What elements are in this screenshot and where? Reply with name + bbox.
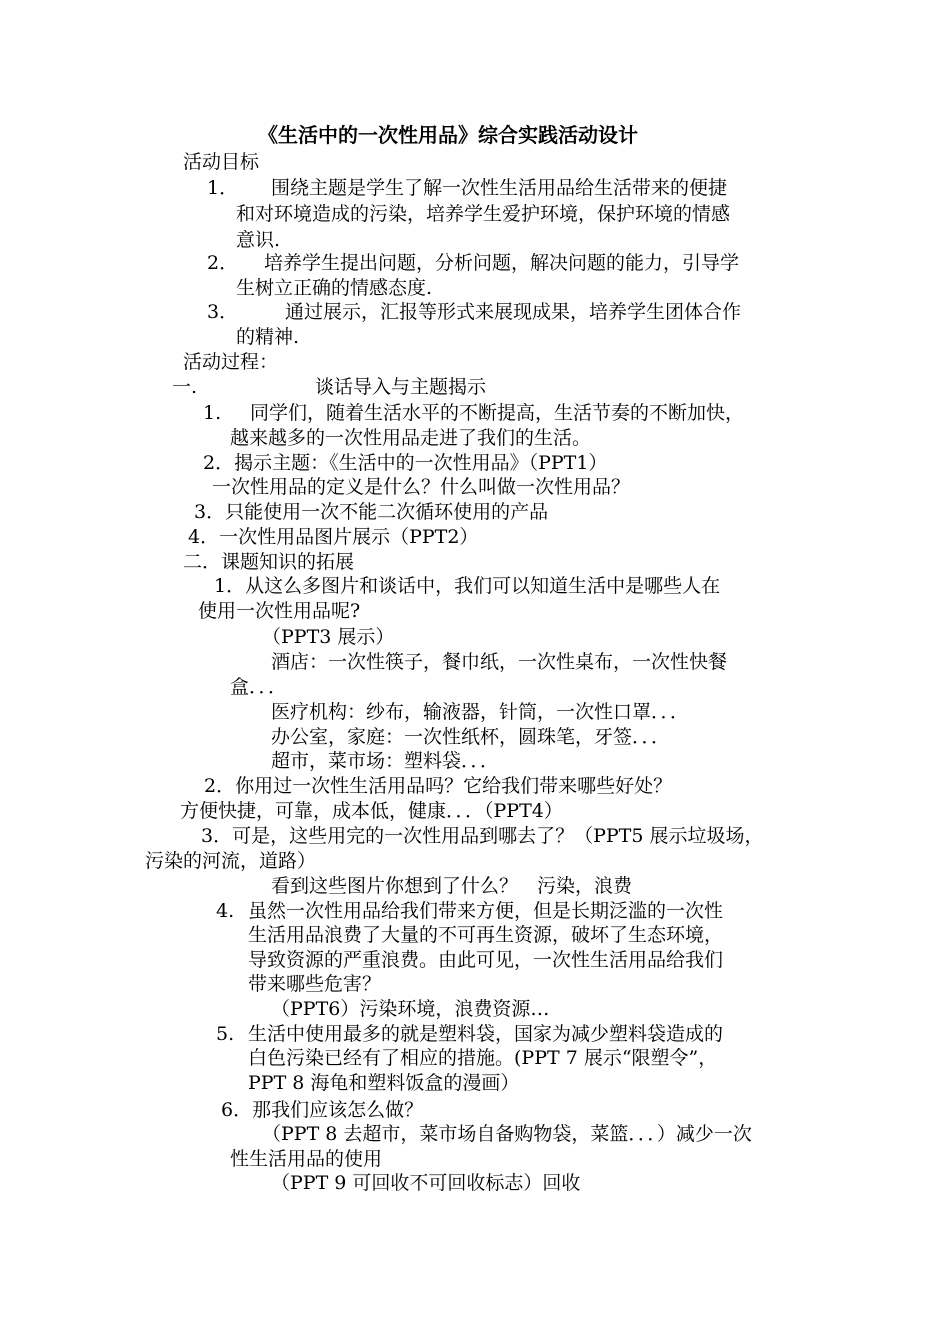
goal-1-line-3: 意识. bbox=[236, 229, 281, 251]
s2-item-4-num: 4. bbox=[216, 900, 235, 922]
goal-1-line-1: 围绕主题是学生了解一次性生活用品给生活带来的便捷 bbox=[271, 177, 728, 199]
s1-item-1-num: 1. bbox=[203, 402, 222, 424]
s2-hotel-line-1: 酒店：一次性筷子，餐巾纸，一次性桌布，一次性快餐 bbox=[271, 651, 728, 673]
s2-item-4-line-2: 生活用品浪费了大量的不可再生资源，破坏了生态环境， bbox=[248, 924, 724, 946]
s2-item-3-line-2: 污染的河流，道路） bbox=[145, 850, 317, 872]
s1-item-2: 2．揭示主题：《生活中的一次性用品》（PPT1） bbox=[203, 452, 608, 474]
s2-ppt8-line-2: 性生活用品的使用 bbox=[230, 1148, 383, 1170]
s2-ppt9: （PPT 9 可回收不可回收标志）回收 bbox=[271, 1172, 581, 1194]
s2-item-5-line-1: 生活中使用最多的就是塑料袋，国家为减少塑料袋造成的 bbox=[248, 1023, 724, 1045]
section-1-title: 谈话导入与主题揭示 bbox=[315, 376, 487, 398]
goal-2-line-1: 培养学生提出问题，分析问题，解决问题的能力，引导学 bbox=[264, 252, 740, 274]
goal-1-line-2: 和对环境造成的污染，培养学生爱护环境，保护环境的情感 bbox=[236, 203, 731, 225]
s2-item-6: 6．那我们应该怎么做？ bbox=[221, 1099, 424, 1121]
section-2-title: 二．课题知识的拓展 bbox=[183, 551, 355, 573]
s2-benefits: 方便快捷，可靠，成本低，健康．．．（PPT4） bbox=[180, 800, 563, 822]
goal-1-num: 1． bbox=[207, 177, 239, 199]
goal-3-num: 3． bbox=[207, 301, 239, 323]
section-1-num: 一. bbox=[172, 376, 198, 398]
s1-question: 一次性用品的定义是什么？什么叫做一次性用品？ bbox=[212, 476, 631, 498]
s1-item-1-line-2: 越来越多的一次性用品走进了我们的生活。 bbox=[230, 427, 592, 449]
s2-see-line: 看到这些图片你想到了什么？ 污染，浪费 bbox=[271, 875, 633, 897]
s2-item-4-line-4: 带来哪些危害？ bbox=[248, 973, 382, 995]
s2-item-4-line-3: 导致资源的严重浪费。由此可见，一次性生活用品给我们 bbox=[248, 949, 724, 971]
s2-item-3-line-1: 3．可是，这些用完的一次性用品到哪去了？（PPT5 展示垃圾场， bbox=[201, 825, 764, 847]
goal-2-num: 2． bbox=[207, 252, 239, 274]
goal-3-line-1: 通过展示，汇报等形式来展现成果，培养学生团体合作 bbox=[285, 301, 742, 323]
s2-item-1-line-2: 使用一次性用品呢? bbox=[198, 600, 361, 622]
s2-item-1-line-1: 1．从这么多图片和谈话中，我们可以知道生活中是哪些人在 bbox=[214, 575, 721, 597]
s2-ppt3: （PPT3 展示） bbox=[262, 626, 395, 648]
s2-ppt8-line-1: （PPT 8 去超市，菜市场自备购物袋，菜篮．．．）减少一次 bbox=[262, 1123, 752, 1145]
s1-item-3: 3．只能使用一次不能二次循环使用的产品 bbox=[194, 501, 549, 523]
goal-2-line-2: 生树立正确的情感态度. bbox=[236, 277, 433, 299]
s2-item-5-num: 5. bbox=[216, 1023, 235, 1045]
s2-office: 办公室，家庭：一次性纸杯，圆珠笔，牙签．．． bbox=[271, 726, 671, 748]
s2-item-2: 2．你用过一次性生活用品吗？它给我们带来哪些好处？ bbox=[204, 775, 673, 797]
s2-item-5-line-3: PPT 8 海龟和塑料饭盒的漫画） bbox=[248, 1072, 520, 1094]
s2-hotel-line-2: 盒．．． bbox=[230, 676, 288, 698]
s2-market: 超市，菜市场：塑料袋．．． bbox=[271, 750, 500, 772]
s2-item-5-line-2: 白色污染已经有了相应的措施。(PPT 7 展示“限塑令”， bbox=[248, 1047, 718, 1069]
goal-3-line-2: 的精神. bbox=[236, 326, 300, 348]
s2-item-4-line-1: 虽然一次性用品给我们带来方便，但是长期泛滥的一次性 bbox=[248, 900, 724, 922]
s2-ppt6: （PPT6）污染环境，浪费资源… bbox=[271, 998, 550, 1020]
goals-heading: 活动目标 bbox=[183, 151, 260, 173]
s1-item-1-line-1: 同学们，随着生活水平的不断提高，生活节奏的不断加快， bbox=[250, 402, 745, 424]
document-title: 《生活中的一次性用品》综合实践活动设计 bbox=[258, 123, 638, 147]
s1-item-4: 4．一次性用品图片展示（PPT2） bbox=[188, 526, 479, 548]
process-heading: 活动过程： bbox=[183, 351, 279, 373]
s2-medical: 医疗机构：纱布，输液器，针筒，一次性口罩．．． bbox=[271, 701, 690, 723]
